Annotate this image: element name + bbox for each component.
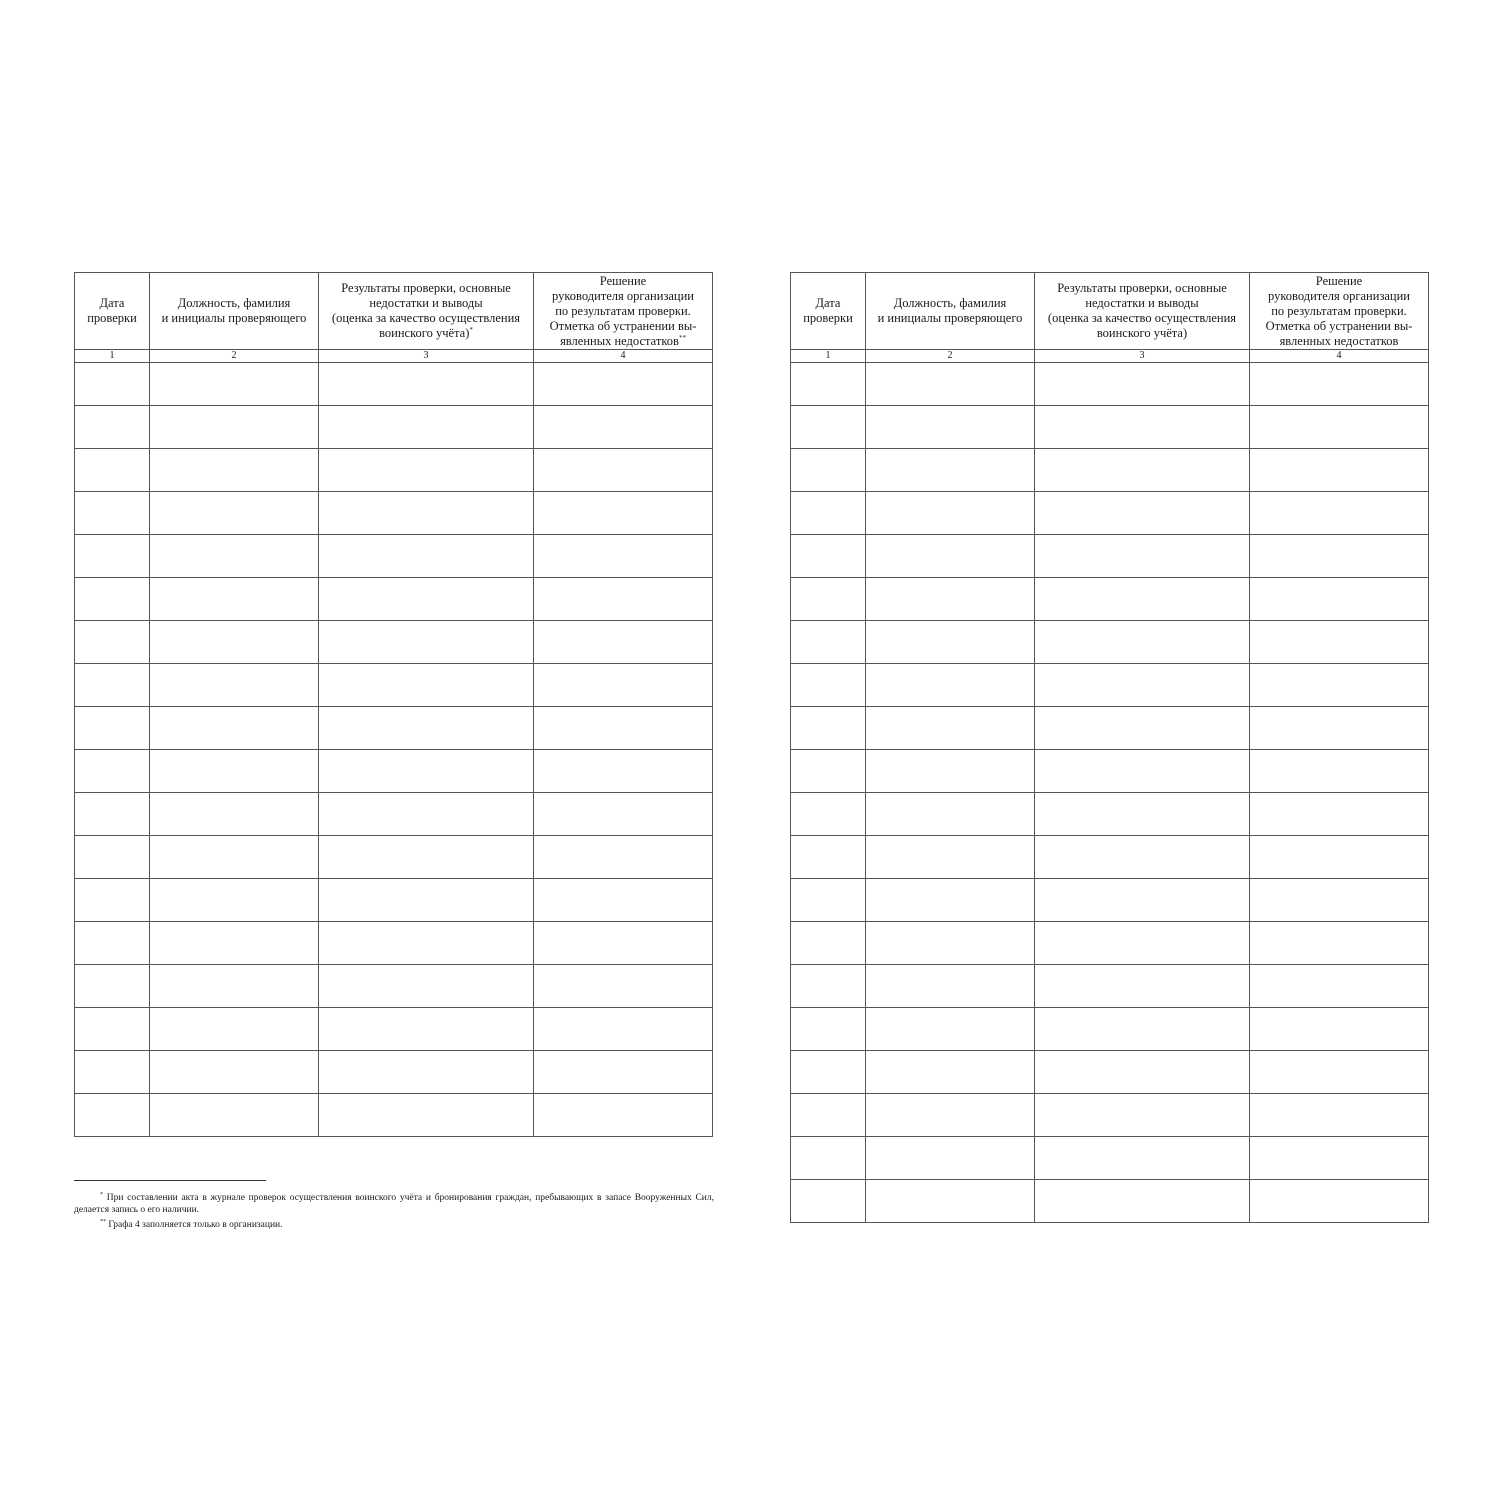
entry-cell[interactable] xyxy=(791,492,866,535)
entry-cell[interactable] xyxy=(534,621,713,664)
entry-cell[interactable] xyxy=(791,1094,866,1137)
header-inspector: Должность, фамилия и инициалы проверяющего xyxy=(866,273,1035,350)
entry-cell[interactable] xyxy=(1035,965,1250,1008)
table-row xyxy=(791,363,1429,406)
entry-cell[interactable] xyxy=(1035,363,1250,406)
table-row xyxy=(75,1051,713,1094)
entry-cell[interactable] xyxy=(791,449,866,492)
entry-cell[interactable] xyxy=(1250,1051,1429,1094)
entry-cell[interactable] xyxy=(1250,449,1429,492)
entry-cell[interactable] xyxy=(866,535,1035,578)
entry-cell[interactable] xyxy=(150,793,319,836)
entry-cell[interactable] xyxy=(1250,793,1429,836)
table-row xyxy=(791,965,1429,1008)
column-number: 1 xyxy=(791,350,866,363)
entry-cell[interactable] xyxy=(1250,406,1429,449)
entry-cell[interactable] xyxy=(866,836,1035,879)
entry-cell[interactable] xyxy=(75,836,150,879)
entry-cell[interactable] xyxy=(866,449,1035,492)
entry-cell[interactable] xyxy=(75,406,150,449)
inspection-journal-table-left xyxy=(74,272,713,1137)
entry-cell[interactable] xyxy=(75,793,150,836)
entry-cell[interactable] xyxy=(534,492,713,535)
entry-cell[interactable] xyxy=(534,449,713,492)
entry-cell[interactable] xyxy=(75,922,150,965)
entry-cell[interactable] xyxy=(534,406,713,449)
entry-cell[interactable] xyxy=(1250,879,1429,922)
entry-cell[interactable] xyxy=(1250,621,1429,664)
header-results: Результаты проверки, основные недостатки и выводы (оценка за качество осуществления воинского учёта)* xyxy=(319,273,534,350)
table-row xyxy=(791,793,1429,836)
entry-cell[interactable] xyxy=(866,664,1035,707)
entry-cell[interactable] xyxy=(866,922,1035,965)
table-row xyxy=(75,363,713,406)
column-number: 4 xyxy=(1250,350,1429,363)
entry-cell[interactable] xyxy=(534,1051,713,1094)
entry-cell[interactable] xyxy=(791,621,866,664)
entry-cell[interactable] xyxy=(791,1180,866,1223)
entry-cell[interactable] xyxy=(866,793,1035,836)
column-number: 1 xyxy=(75,350,150,363)
entry-cell[interactable] xyxy=(791,836,866,879)
entry-cell[interactable] xyxy=(866,707,1035,750)
table-row xyxy=(791,1094,1429,1137)
entry-cell[interactable] xyxy=(1035,578,1250,621)
table-row xyxy=(75,750,713,793)
entry-cell[interactable] xyxy=(150,750,319,793)
table-row xyxy=(791,664,1429,707)
entry-cell[interactable] xyxy=(1035,922,1250,965)
table-row xyxy=(75,836,713,879)
entry-cell[interactable] xyxy=(319,879,534,922)
entry-cell[interactable] xyxy=(319,707,534,750)
entry-cell[interactable] xyxy=(1035,1180,1250,1223)
entry-cell[interactable] xyxy=(319,793,534,836)
entry-cell[interactable] xyxy=(319,406,534,449)
entry-cell[interactable] xyxy=(150,1094,319,1137)
header-results: Результаты проверки, основные недостатки и выводы (оценка за качество осуществления воинского учёта) xyxy=(1035,273,1250,350)
header-row xyxy=(791,273,1429,350)
column-number: 3 xyxy=(319,350,534,363)
entry-cell[interactable] xyxy=(150,492,319,535)
table-row xyxy=(75,578,713,621)
entry-cell[interactable] xyxy=(1035,836,1250,879)
footnote-text: Графа 4 заполняется только в организации. xyxy=(108,1220,283,1231)
table-row xyxy=(791,836,1429,879)
entry-cell[interactable] xyxy=(534,793,713,836)
table-row xyxy=(75,793,713,836)
entry-cell[interactable] xyxy=(534,879,713,922)
entry-cell[interactable] xyxy=(534,707,713,750)
entry-cell[interactable] xyxy=(1035,621,1250,664)
entry-cell[interactable] xyxy=(1035,535,1250,578)
entry-cell[interactable] xyxy=(1035,449,1250,492)
entry-cell[interactable] xyxy=(866,492,1035,535)
entry-cell[interactable] xyxy=(534,750,713,793)
entry-cell[interactable] xyxy=(319,836,534,879)
entry-cell[interactable] xyxy=(534,1008,713,1051)
footnote-mark: * xyxy=(100,1192,103,1198)
entry-cell[interactable] xyxy=(150,879,319,922)
header-decision: Решение руководителя организации по результатам проверки. Отметка об устранении вы- явленных недостатков** xyxy=(534,273,713,350)
table-row xyxy=(75,879,713,922)
footnote-text: При составлении акта в журнале проверок осуществления воинского учёта и бронирования граждан, пребывающих в запасе Вооруженных Сил, делается запись о его наличии. xyxy=(74,1193,715,1216)
entry-cell[interactable] xyxy=(75,879,150,922)
entry-cell[interactable] xyxy=(75,621,150,664)
header-row xyxy=(75,273,713,350)
table-row xyxy=(791,492,1429,535)
table-row xyxy=(75,406,713,449)
entry-cell[interactable] xyxy=(75,578,150,621)
entry-cell[interactable] xyxy=(150,449,319,492)
entry-cell[interactable] xyxy=(1250,707,1429,750)
entry-cell[interactable] xyxy=(1250,492,1429,535)
entry-cell[interactable] xyxy=(866,406,1035,449)
entry-cell[interactable] xyxy=(1250,836,1429,879)
entry-cell[interactable] xyxy=(319,578,534,621)
table-row xyxy=(75,449,713,492)
entry-cell[interactable] xyxy=(150,1008,319,1051)
table-row xyxy=(791,1051,1429,1094)
entry-cell[interactable] xyxy=(791,363,866,406)
entry-cell[interactable] xyxy=(1035,1094,1250,1137)
entry-cell[interactable] xyxy=(319,449,534,492)
entry-cell[interactable] xyxy=(1035,492,1250,535)
entry-cell[interactable] xyxy=(1250,578,1429,621)
entry-cell[interactable] xyxy=(534,664,713,707)
entry-cell[interactable] xyxy=(1250,922,1429,965)
entry-cell[interactable] xyxy=(791,578,866,621)
entry-cell[interactable] xyxy=(791,535,866,578)
header-date: Дата проверки xyxy=(75,273,150,350)
table-row xyxy=(791,1137,1429,1180)
entry-cell[interactable] xyxy=(1035,664,1250,707)
entry-cell[interactable] xyxy=(150,578,319,621)
entry-cell[interactable] xyxy=(791,965,866,1008)
entry-cell[interactable] xyxy=(1250,1137,1429,1180)
entry-cell[interactable] xyxy=(150,621,319,664)
entry-cell[interactable] xyxy=(866,1180,1035,1223)
table-row xyxy=(75,707,713,750)
entry-cell[interactable] xyxy=(319,1008,534,1051)
entry-cell[interactable] xyxy=(866,621,1035,664)
header-inspector: Должность, фамилия и инициалы проверяющего xyxy=(150,273,319,350)
entry-cell[interactable] xyxy=(319,1051,534,1094)
table-row xyxy=(791,922,1429,965)
entry-cell[interactable] xyxy=(75,1094,150,1137)
right-page xyxy=(790,272,1429,1223)
entry-cell[interactable] xyxy=(866,879,1035,922)
table-row xyxy=(791,406,1429,449)
table-row xyxy=(791,621,1429,664)
entry-cell[interactable] xyxy=(534,1094,713,1137)
entry-cell[interactable] xyxy=(75,1008,150,1051)
table-row xyxy=(75,1008,713,1051)
footnote-1 xyxy=(74,1189,714,1216)
entry-cell[interactable] xyxy=(150,406,319,449)
entry-cell[interactable] xyxy=(1250,535,1429,578)
entry-cell[interactable] xyxy=(75,535,150,578)
table-row xyxy=(75,621,713,664)
entry-cell[interactable] xyxy=(866,1137,1035,1180)
entry-cell[interactable] xyxy=(1035,1137,1250,1180)
column-number: 2 xyxy=(150,350,319,363)
column-number: 3 xyxy=(1035,350,1250,363)
entry-cell[interactable] xyxy=(1250,1008,1429,1051)
entry-cell[interactable] xyxy=(791,707,866,750)
left-page xyxy=(74,272,713,1137)
entry-cell[interactable] xyxy=(319,535,534,578)
entry-cell[interactable] xyxy=(150,836,319,879)
column-number-row xyxy=(791,350,1429,363)
entry-cell[interactable] xyxy=(1035,750,1250,793)
entry-cell[interactable] xyxy=(866,363,1035,406)
entry-cell[interactable] xyxy=(319,363,534,406)
entry-cell[interactable] xyxy=(319,492,534,535)
footnotes xyxy=(74,1180,714,1231)
entry-cell[interactable] xyxy=(75,1051,150,1094)
entry-cell[interactable] xyxy=(319,750,534,793)
entry-cell[interactable] xyxy=(791,793,866,836)
entry-cell[interactable] xyxy=(75,707,150,750)
entry-cell[interactable] xyxy=(75,363,150,406)
entry-cell[interactable] xyxy=(534,965,713,1008)
entry-cell[interactable] xyxy=(1035,879,1250,922)
entry-cell[interactable] xyxy=(866,750,1035,793)
entry-cell[interactable] xyxy=(319,664,534,707)
entry-cell[interactable] xyxy=(866,1051,1035,1094)
entry-cell[interactable] xyxy=(75,664,150,707)
entry-cell[interactable] xyxy=(150,535,319,578)
entry-cell[interactable] xyxy=(1250,363,1429,406)
entry-cell[interactable] xyxy=(534,836,713,879)
entry-cell[interactable] xyxy=(1250,1180,1429,1223)
entry-cell[interactable] xyxy=(319,621,534,664)
table-row xyxy=(75,664,713,707)
table-row xyxy=(75,965,713,1008)
table-row xyxy=(791,449,1429,492)
entry-cell[interactable] xyxy=(1250,1094,1429,1137)
table-row xyxy=(791,750,1429,793)
footnote-mark: ** xyxy=(100,1219,106,1226)
entry-cell[interactable] xyxy=(1035,1051,1250,1094)
table-row xyxy=(75,1094,713,1137)
table-row xyxy=(791,1008,1429,1051)
entry-cell[interactable] xyxy=(319,965,534,1008)
table-row xyxy=(791,578,1429,621)
entry-cell[interactable] xyxy=(75,965,150,1008)
column-number: 4 xyxy=(534,350,713,363)
table-row xyxy=(791,707,1429,750)
inspection-journal-table-right xyxy=(790,272,1429,1223)
table-row xyxy=(791,879,1429,922)
entry-cell[interactable] xyxy=(866,1008,1035,1051)
entry-cell[interactable] xyxy=(791,750,866,793)
entry-cell[interactable] xyxy=(866,1094,1035,1137)
table-row xyxy=(791,1180,1429,1223)
table-row xyxy=(75,922,713,965)
entry-cell[interactable] xyxy=(1035,1008,1250,1051)
entry-cell[interactable] xyxy=(75,492,150,535)
entry-cell[interactable] xyxy=(150,965,319,1008)
entry-cell[interactable] xyxy=(534,578,713,621)
entry-cell[interactable] xyxy=(791,1137,866,1180)
entry-cell[interactable] xyxy=(791,664,866,707)
entry-cell[interactable] xyxy=(1035,406,1250,449)
footnote-divider xyxy=(74,1180,266,1181)
entry-cell[interactable] xyxy=(1035,793,1250,836)
table-row xyxy=(75,535,713,578)
entry-cell[interactable] xyxy=(150,707,319,750)
entry-cell[interactable] xyxy=(75,750,150,793)
entry-cell[interactable] xyxy=(534,363,713,406)
entry-cell[interactable] xyxy=(150,363,319,406)
header-date: Дата проверки xyxy=(791,273,866,350)
entry-cell[interactable] xyxy=(150,922,319,965)
column-number: 2 xyxy=(866,350,1035,363)
header-decision: Решение руководителя организации по результатам проверки. Отметка об устранении вы- явленных недостатков xyxy=(1250,273,1429,350)
entry-cell[interactable] xyxy=(791,922,866,965)
entry-cell[interactable] xyxy=(791,1008,866,1051)
entry-cell[interactable] xyxy=(791,1051,866,1094)
entry-cell[interactable] xyxy=(1250,750,1429,793)
entry-cell[interactable] xyxy=(866,578,1035,621)
entry-cell[interactable] xyxy=(75,449,150,492)
entry-cell[interactable] xyxy=(791,406,866,449)
footnote-2 xyxy=(74,1216,714,1231)
column-number-row xyxy=(75,350,713,363)
entry-cell[interactable] xyxy=(866,965,1035,1008)
entry-cell[interactable] xyxy=(319,922,534,965)
entry-cell[interactable] xyxy=(150,1051,319,1094)
entry-cell[interactable] xyxy=(534,535,713,578)
entry-cell[interactable] xyxy=(319,1094,534,1137)
entry-cell[interactable] xyxy=(150,664,319,707)
entry-cell[interactable] xyxy=(1250,664,1429,707)
entry-cell[interactable] xyxy=(534,922,713,965)
table-row xyxy=(791,535,1429,578)
table-row xyxy=(75,492,713,535)
entry-cell[interactable] xyxy=(1035,707,1250,750)
entry-cell[interactable] xyxy=(1250,965,1429,1008)
entry-cell[interactable] xyxy=(791,879,866,922)
